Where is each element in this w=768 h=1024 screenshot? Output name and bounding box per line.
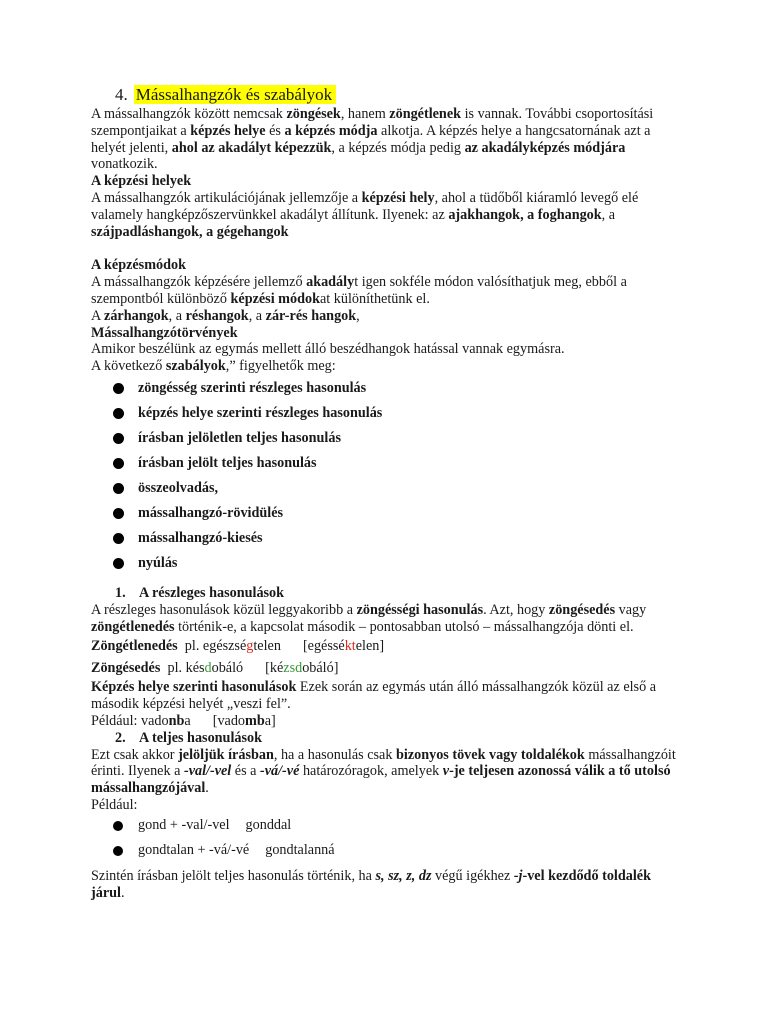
- list-item: zöngésség szerinti részleges hasonulás: [91, 379, 681, 404]
- pelda-vadonba: Például: vadonba [vadomba]: [91, 712, 276, 729]
- list-item: írásban jelölt teljes hasonulás: [91, 454, 681, 479]
- bullet-icon: [113, 408, 124, 419]
- rules-list: [91, 379, 681, 579]
- teljes-heading: 2. A teljes hasonulások: [115, 729, 262, 746]
- teljes-paragraph: Ezt csak akkor jelöljük írásban, ha a hasonulás csak bizonyos tövek vagy toldalékok mássalhangzóit érinti. Ilyenek a -val/-vel és a -vá/-vé határozóragok, amelyek v-je teljesen azonossá válik a tő utolsó mássalhangzójával.: [91, 746, 676, 797]
- bullet-icon: [113, 821, 123, 831]
- bullet-icon: [113, 508, 124, 519]
- teljes-last-paragraph: Szintén írásban jelölt teljes hasonulás történik, ha s, sz, z, dz végű igékhez -j-vel kezdődő toldalék járul.: [91, 867, 651, 901]
- kepzesmodok-paragraph: A mássalhangzók képzésére jellemző akadályt igen sokféle módon valósíthatjuk meg, ebből a szempontból különböző képzési módokat különíthetünk el.: [91, 274, 627, 307]
- bullet-icon: [113, 433, 124, 444]
- torvenyek-title: Mássalhangzótörvények: [91, 324, 238, 341]
- list-item: gond + -val/-vel gonddal: [91, 816, 681, 841]
- teljes-pelda-label: Például:: [91, 796, 138, 813]
- list-item: nyúlás: [91, 554, 681, 579]
- reszleges-heading: 1. A részleges hasonulások: [115, 584, 285, 601]
- kepzesmodok-title: A képzésmódok: [91, 257, 186, 274]
- bullet-icon: [113, 533, 124, 544]
- list-item: képzés helye szerinti részleges hasonulás: [91, 404, 681, 429]
- list-item: mássalhangzó-rövidülés: [91, 504, 681, 529]
- list-item: gondtalan + -vá/-vé gondtalanná: [91, 841, 681, 866]
- torvenyek-line1: Amikor beszélünk az egymás mellett álló beszédhangok hatással vannak egymásra.: [91, 341, 565, 358]
- list-item: írásban jelöletlen teljes hasonulás: [91, 429, 681, 454]
- bullet-icon: [113, 483, 124, 494]
- heading-number: 4.: [115, 85, 128, 104]
- example-zongesedes: Zöngésedés pl. késdobáló [kézsdobáló]: [91, 660, 339, 677]
- kepzesi-helyek-paragraph: A mássalhangzók artikulációjának jellemzője a képzési hely, ahol a tüdőből kiáramló levegő elé valamely hangképzőszervünkkel akadályt állítunk. Ilyenek: az ajakhangok, a foghangok, a szájpadláshangok, a gégehangok: [91, 189, 639, 240]
- bullet-icon: [113, 846, 123, 856]
- bullet-icon: [113, 383, 124, 394]
- section-heading: [115, 84, 681, 106]
- bullet-icon: [113, 458, 124, 469]
- kepzesmodok-list: A zárhangok, a réshangok, a zár-rés hangok,: [91, 307, 360, 324]
- list-item: összeolvadás,: [91, 479, 681, 504]
- teljes-examples-list: [91, 816, 681, 866]
- list-item: mássalhangzó-kiesés: [91, 529, 681, 554]
- torvenyek-line2: A következő szabályok,” figyelhetők meg:: [91, 358, 336, 375]
- bullet-icon: [113, 558, 124, 569]
- document-page: [91, 84, 681, 901]
- heading-title: Mássalhangzók és szabályok: [134, 85, 336, 104]
- kepzesi-helyek-title: A képzési helyek: [91, 173, 192, 190]
- intro-paragraph: A mássalhangzók között nemcsak zöngések, hanem zöngétlenek is vannak. További csoportosítási szempontjaikat a képzés helye és a képzés módja alkotja. A képzés helye a hangcsatornának azt a helyét jelenti, ahol az akadályt képezzük, a képzés módja pedig az akadályképzés módjára vonatkozik.: [91, 106, 654, 173]
- kepzes-helye-paragraph: Képzés helye szerinti hasonulások Ezek során az egymás után álló mássalhangzók közül az első a második képzési helyét „veszi fel”.: [91, 679, 657, 713]
- example-zongetlenedes: Zöngétlenedés pl. egészségtelen [egésséktelen]: [91, 638, 385, 655]
- reszleges-paragraph: A részleges hasonulások közül leggyakoribb a zöngésségi hasonulás. Azt, hogy zöngésedés vagy zöngétlenedés történik-e, a kapcsolat második – pontosabban utolsó – mássalhangzója dönti el.: [91, 601, 647, 635]
